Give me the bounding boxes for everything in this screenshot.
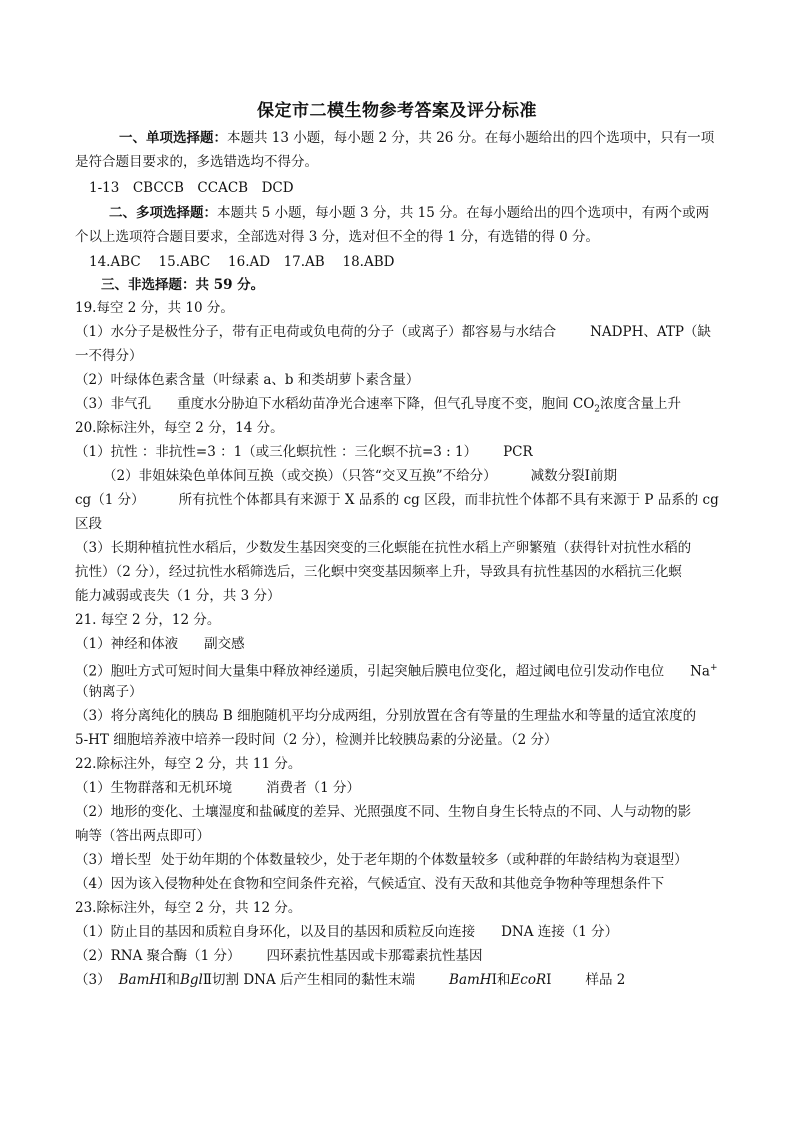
- q21-answer1: [75, 634, 245, 654]
- q23-text-cut: Ⅱ切割 DNA 后产生相同的黏性末端: [202, 972, 416, 988]
- q19-answer3-text3: 浓度含量上升: [600, 396, 682, 412]
- q19-answer1-line2: 一不得分）: [75, 348, 143, 364]
- q22-answer4: （4）因为该入侵物种处在食物和空间条件充裕，气候适宜、没有天敌和其他竞争物种等理想条件下: [75, 876, 665, 892]
- q22-answer1-text2: 消费者（1 分）: [266, 780, 360, 796]
- q20-answer3-line1: （3）长期种植抗性水稻后，少数发生基因突变的三化螟能在抗性水稻上产卵繁殖（获得针对抗性水稻的: [75, 540, 692, 556]
- section1-desc1: 本题共 13 小题，每小题 2 分，共 26 分。在每小题给出的四个选项中，只有一项: [227, 130, 715, 146]
- q23-text-roman: Ⅰ: [546, 972, 552, 988]
- q20-answer2-line1: [103, 466, 617, 486]
- q23-answer1-text2: DNA 连接（1 分）: [501, 924, 619, 940]
- q20-answer1-text: （1）抗性 ：非抗性=3 ：1（或三化螟抗性 ：三化螟不抗=3 : 1）: [75, 444, 478, 460]
- q22-head: 22.除标注外，每空 2 分，共 11 分。: [75, 756, 302, 772]
- q21-answer2-line1: [75, 658, 718, 682]
- q22-answer3-text: （3）增长型: [75, 852, 152, 868]
- q20-answer3-line2: 抗性）（2 分），经过抗性水稻筛选后，三化螟中突变基因频率上升，导致具有抗性基因的水稻抗三化螟: [75, 564, 682, 580]
- na-superscript: +: [709, 663, 718, 673]
- section3-heading: 三、非选择题：共 59 分。: [101, 277, 265, 293]
- section1-line1: [119, 128, 714, 148]
- section1-answers: 1-13 CBCCB CCACB DCD: [89, 180, 294, 196]
- q20-answer1-text2: PCR: [503, 444, 533, 460]
- q23-answer2-text: （2）RNA 聚合酶（1 分）: [75, 948, 241, 964]
- q19-answer1-text: （1）水分子是极性分子，带有正电荷或负电荷的分子（或离子）都容易与水结合: [75, 324, 557, 340]
- q19-answer1-line1: [75, 322, 711, 342]
- q19-answer3-text2: 重度水分胁迫下水稻幼苗净光合速率下降，但气孔导度不变，胞间 CO: [177, 396, 595, 412]
- q20-answer1: [75, 442, 533, 462]
- q23-enzyme-ecor: EcoR: [510, 972, 547, 988]
- q21-answer1-text: （1）神经和体液: [75, 636, 179, 652]
- q23-enzyme-bamh: BamH: [118, 972, 162, 988]
- q23-answer3: [75, 970, 625, 990]
- q20-answer2-line2: [75, 490, 719, 510]
- q22-answer2-line2: 响等（答出两点即可）: [75, 828, 210, 844]
- q20-answer2-text4: 所有抗性个体都具有来源于 X 品系的 cg 区段，而非抗性个体都不具有来源于 P 品系的 cg: [178, 492, 719, 508]
- q20-head: 20.除标注外，每空 2 分，14 分。: [75, 420, 284, 436]
- section2-desc2: 个以上选项符合题目要求，全部选对得 3 分，选对但不全的得 1 分，有选错的得 0 分。: [75, 229, 600, 245]
- q23-head: 23.除标注外，每空 2 分，共 12 分。: [75, 900, 302, 916]
- q21-answer2-text2: Na: [690, 663, 710, 680]
- q22-answer3-text2: 处于幼年期的个体数量较少，处于老年期的个体数量较多（或种群的年龄结构为衰退型）: [161, 852, 688, 868]
- q23-text-and-2: Ⅰ和: [491, 972, 511, 988]
- q21-answer1-text2: 副交感: [204, 636, 245, 652]
- section1-heading: 一、单项选择题：: [119, 130, 227, 146]
- q20-answer2-line3: 区段: [75, 516, 102, 532]
- q21-head: 21. 每空 2 分，12 分。: [75, 612, 221, 628]
- q21-answer3-line1: （3）将分离纯化的胰岛 B 细胞随机平均分成两组，分别放置在含有等量的生理盐水和等量的适宜浓度的: [75, 708, 697, 724]
- q19-head: 19.每空 2 分，共 10 分。: [75, 300, 234, 316]
- q20-answer3-line3: 能力减弱或丧失（1 分，共 3 分）: [75, 588, 281, 604]
- q19-answer3-text: （3）非气孔: [75, 396, 152, 412]
- q19-answer3: [75, 394, 681, 420]
- q23-answer1-text: （1）防止目的基因和质粒自身环化，以及目的基因和质粒反向连接: [75, 924, 476, 940]
- q21-answer3-line2: 5-HT 细胞培养液中培养一段时间（2 分），检测并比较胰岛素的分泌量。（2 分）: [75, 732, 558, 748]
- q22-answer1: [75, 778, 360, 798]
- q23-enzyme-bamh-2: BamH: [449, 972, 492, 988]
- q23-enzyme-bgl: Bgl: [179, 972, 203, 988]
- q20-answer2-text3: cg（1 分）: [75, 492, 145, 508]
- q20-answer2-text: （2）非姐妹染色单体间互换（或交换）（只答“交叉互换”不给分）: [103, 468, 497, 484]
- q23-text-and: Ⅰ和: [161, 972, 180, 988]
- q20-answer2-text2: 减数分裂Ⅰ前期: [530, 468, 617, 484]
- q23-answer2-text2: 四环素抗性基因或卡那霉素抗性基因: [266, 948, 483, 964]
- q23-sample: 样品 2: [585, 972, 626, 988]
- q22-answer1-text: （1）生物群落和无机环境: [75, 780, 233, 796]
- q23-answer2: [75, 946, 483, 966]
- co2-subscript: 2: [594, 404, 601, 415]
- section2-desc1: 本题共 5 小题，每小题 3 分，共 15 分。在每小题给出的四个选项中，有两个或两: [217, 205, 710, 221]
- q21-answer2-text: （2）胞吐方式可短时间大量集中释放神经递质，引起突触后膜电位变化，超过阈电位引发动作电位: [75, 663, 665, 680]
- q23-answer1: [75, 922, 618, 942]
- q22-answer3: [75, 850, 688, 870]
- q19-answer1-text2: NADPH、ATP（缺: [590, 324, 711, 340]
- q23-answer3-label: （3）: [75, 972, 111, 988]
- section2-answers: 14.ABC 15.ABC 16.AD 17.AB 18.ABD: [89, 254, 395, 270]
- q21-answer2-line2: （钠离子）: [75, 684, 143, 700]
- q19-answer2: （2）叶绿体色素含量（叶绿素 a、b 和类胡萝卜素含量）: [75, 372, 420, 388]
- section2-heading: 二、多项选择题：: [109, 205, 217, 221]
- page-title: 保定市二模生物参考答案及评分标准: [257, 101, 537, 121]
- q22-answer2-line1: （2）地形的变化、土壤湿度和盐碱度的差异、光照强度不同、生物自身生长特点的不同、人与动物的影: [75, 804, 692, 820]
- section2-line1: [109, 203, 709, 223]
- section1-desc2: 是符合题目要求的，多选错选均不得分。: [75, 154, 318, 170]
